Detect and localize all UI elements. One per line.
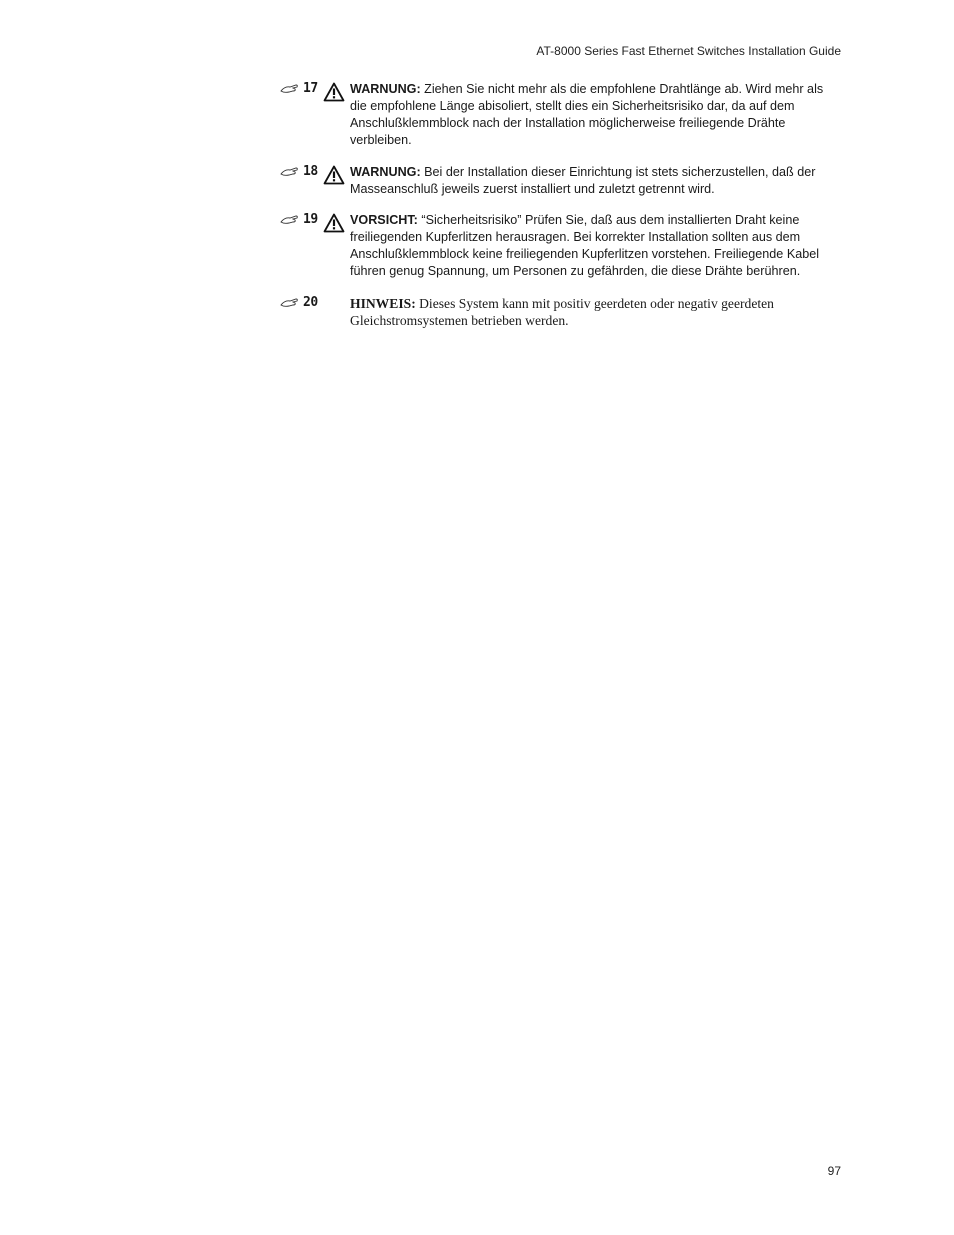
notice-number: 19 [303,212,318,227]
page-number: 97 [827,1164,841,1178]
notice-text: Ziehen Sie nicht mehr als die empfohlene Drahtlänge ab. Wird mehr als die empfohlene Länge abisoliert, stellt dies ein Sicherheitsrisiko dar, da auf dem Anschlußklemmblock nach der Installation möglicherweise freiliegende Drähte verbleiben. [350,82,824,147]
hand-pointer-icon [280,213,300,225]
notice-20 [280,295,840,329]
notice-19 [280,212,840,280]
warning-triangle-icon [323,82,345,102]
notice-label: VORSICHT: [350,213,418,227]
hand-pointer-icon [280,82,300,94]
notice-label: HINWEIS: [350,296,416,311]
warning-triangle-icon [323,213,345,233]
warning-triangle-icon [323,165,345,185]
hand-pointer-icon [280,165,300,177]
notice-text: Dieses System kann mit positiv geerdeten oder negativ geerdeten Gleichstromsystemen betrieben werden. [350,296,774,328]
notice-text: Bei der Installation dieser Einrichtung ist stets sicherzustellen, daß der Masseanschluß jeweils zuerst installiert und zuletzt getrennt wird. [350,165,816,196]
notice-number: 20 [303,295,318,310]
notice-number: 17 [303,81,318,96]
hand-pointer-icon [280,296,300,308]
running-header: AT-8000 Series Fast Ethernet Switches Installation Guide [536,44,841,58]
notice-17 [280,81,840,149]
notice-18 [280,164,840,198]
notice-label: WARNUNG: [350,82,421,96]
notice-label: WARNUNG: [350,165,421,179]
notice-number: 18 [303,164,318,179]
notice-text: “Sicherheitsrisiko” Prüfen Sie, daß aus dem installierten Draht keine freiliegenden Kupferlitzen herausragen. Bei korrekter Installation sollten aus dem Anschlußklemmblock keine freiliegenden Kupferlitzen vorstehen. Freiliegende Kabel führen genug Spannung, um Personen zu gefährden, die diese Drähte berühren. [350,213,820,278]
